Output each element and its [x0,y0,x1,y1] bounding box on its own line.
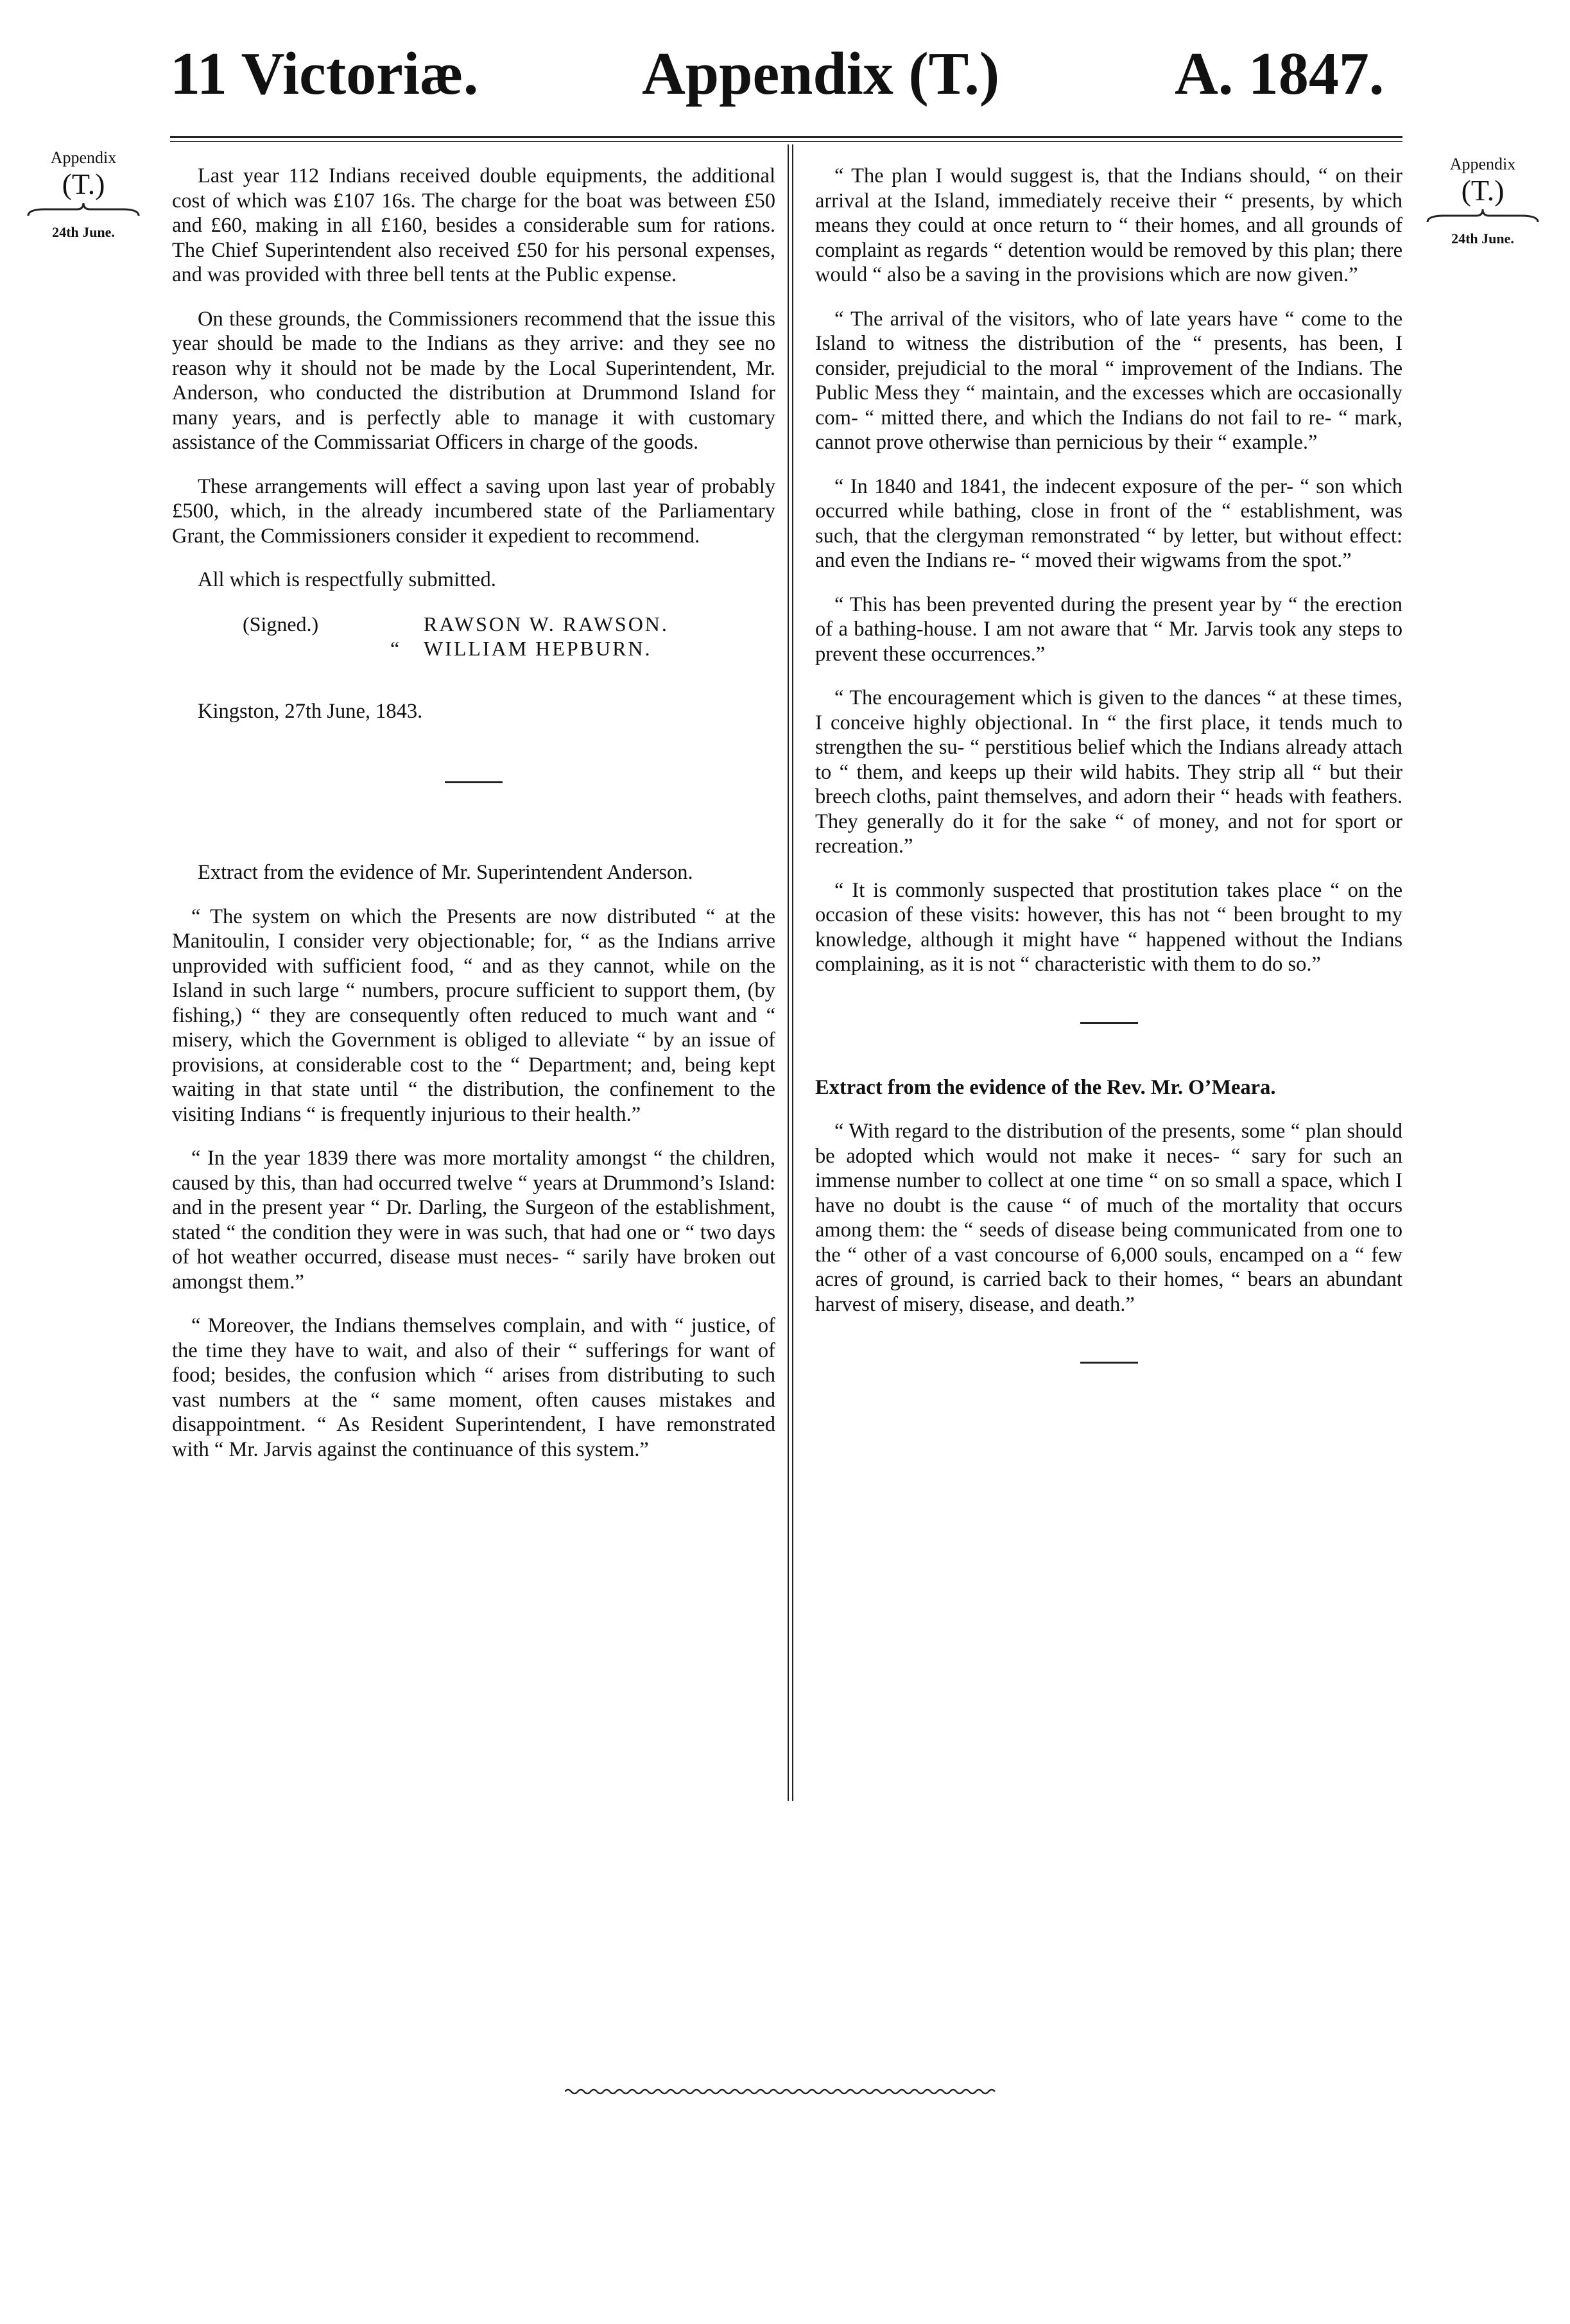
quoted-paragraph: “ With regard to the distribution of the presents, some “ plan should be adopted which would not make it neces- “ sary for such an immense number to collect at one time “ on so small a space, which I have no doubt is the cause “ of much of the mortality that occurs among them: the “ seeds of disease being communicated from one to the “ other of a vast concourse of 6,000 souls, encamped on a “ few acres of ground, is carried back to their homes, “ bears an abundant harvest of misery, disease, and death.” [815,1120,1402,1316]
brace-icon [26,202,141,218]
quoted-paragraph: “ This has been prevented during the present year by “ the erection of a bathing-house. I am not aware that “ Mr. Jarvis took any steps to prevent these occurrences.” [815,593,1402,666]
section-divider [445,781,503,783]
page-header [0,39,1570,116]
quoted-paragraph: “ The plan I would suggest is, that the Indians should, “ on their arrival at the Island, immediately receive their “ presents, by which means they could at once return to “ their homes, and all grounds of complaint as regards “ detention would be removed by this plan; there would “ also be a saving in the provisions which are now given.” [815,164,1402,286]
margin-section: (T.) [62,168,105,200]
header-rule-bottom [170,141,1402,142]
paragraph: Last year 112 Indians received double equipments, the additional cost of which was £107 16s. The charge for the boat was between £50 and £60, making in all £160, besides a considerable sum for rations. The Chief Superintendent also received £50 for his personal expenses, and was provided with three bell tents at the Public expense. [172,164,775,286]
quoted-paragraph: “ The arrival of the visitors, who of late years have “ come to the Island to witness the distribution of the “ presents, has been, I consider, prejudicial to the moral “ improvement of the Indians. The Public Mess they “ maintain, and the excesses which are occasionally com- “ mitted there, and which the Indians do not fail to re- “ mark, cannot prove otherwise than pernicious by their “ example.” [815,307,1402,454]
header-rule-top [170,136,1402,138]
extract-heading: Extract from the evidence of Mr. Superintendent Anderson. [198,861,693,884]
extract-heading: Extract from the evidence of the Rev. Mr. O’Meara. [815,1075,1276,1099]
paragraph: On these grounds, the Commissioners recommend that the issue this year should be made to the Indians as they arrive: and they see no reason why it should not be made by the Local Superintendent, Mr. Anderson, who conducted the distribution at Drummond Island for many years, and is perfectly able to manage it with customary assistance of the Commissariat Officers in charge of the goods. [172,307,775,454]
margin-note-right [1419,154,1547,249]
section-divider [1080,1022,1138,1024]
margin-label: Appendix [1449,155,1516,173]
brace-icon [1425,208,1540,225]
signature-block [172,612,775,673]
signatory-name: WILLIAM HEPBURN. [424,636,652,660]
quoted-paragraph: “ Moreover, the Indians themselves complain, and with “ justice, of the time they have to wait, and also of their “ sufferings for want of food; besides, the confusion which “ arises from distributing to such vast numbers at the “ same moment, often causes mistakes and disappointment. “ As Resident Superintendent, I have remonstrated with “ Mr. Jarvis against the continuance of this system.” [172,1314,775,1461]
wavy-end-rule [565,2086,1001,2097]
right-column [815,164,1402,1364]
margin-label: Appendix [50,148,117,167]
quoted-paragraph: “ In 1840 and 1841, the indecent exposure of the per- “ son which occurred while bathing, close in front of the “ establishment, was such, that the clergyman remonstrated “ by letter, but without effect: and even the Indians re- “ moved their wigwams from the spot.” [815,474,1402,572]
signatory-name: RAWSON W. RAWSON. [424,612,669,636]
signature-label: (Signed.) [243,612,319,636]
paragraph: All which is respectfully submitted. [198,568,496,591]
column-divider-a [788,144,789,1801]
header-year: A. 1847. [1175,40,1385,107]
margin-date: 24th June. [1451,230,1514,247]
quoted-paragraph: “ The encouragement which is given to the dances “ at these times, I conceive highly objectional. In “ the first place, it tends much to strengthen the su- “ perstitious belief which the Indians already attach to “ them, and keeps up their wild habits. They strip all “ but their breech cloths, paint themselves, and adorn their “ heads with feathers. They generally do it for the sake “ of money, and not for sport or recreation.” [815,686,1402,858]
header-appendix: Appendix (T.) [642,40,1000,107]
section-divider [1080,1362,1138,1364]
paragraph: These arrangements will effect a saving upon last year of probably £500, which, in the already incumbered state of the Parliamentary Grant, the Commissioners consider it expedient to recommend. [172,474,775,548]
margin-date: 24th June. [52,224,115,240]
quoted-paragraph: “ It is commonly suspected that prostitution takes place “ on the occasion of these visits: however, this has not “ been brought to my knowledge, although it might have “ happened without the Indians complaining, as it is not “ characteristic with them to do so.” [815,878,1402,976]
header-session: 11 Victoriæ. [170,40,479,107]
left-column [172,164,775,1481]
ditto-mark: “ [390,636,400,660]
margin-section: (T.) [1461,174,1505,207]
quoted-paragraph: “ The system on which the Presents are now distributed “ at the Manitoulin, I consider very objectionable; for, “ as the Indians arrive unprovided with sufficient food, “ and as they cannot, while on the Island in such large “ numbers, procure sufficient to support them, (by fishing,) “ they are consequently often reduced to much want and “ misery, which the Government is obliged to alleviate “ by an issue of provisions, at considerable cost to the “ Department; and, being kept waiting in that state until “ the distribution, the confinement to the visiting Indians “ is frequently injurious to their health.” [172,905,775,1126]
quoted-paragraph: “ In the year 1839 there was more mortality amongst “ the children, caused by this, than had occurred twelve “ years at Drummond’s Island: and in the present year “ Dr. Darling, the Surgeon of the establishment, stated “ the condition they were in was such, that had one or “ two days of hot weather occurred, disease must neces- “ sarily have broken out amongst them.” [172,1147,775,1294]
place-date: Kingston, 27th June, 1843. [198,699,423,723]
margin-note-left [19,148,148,243]
column-divider-b [792,144,793,1801]
